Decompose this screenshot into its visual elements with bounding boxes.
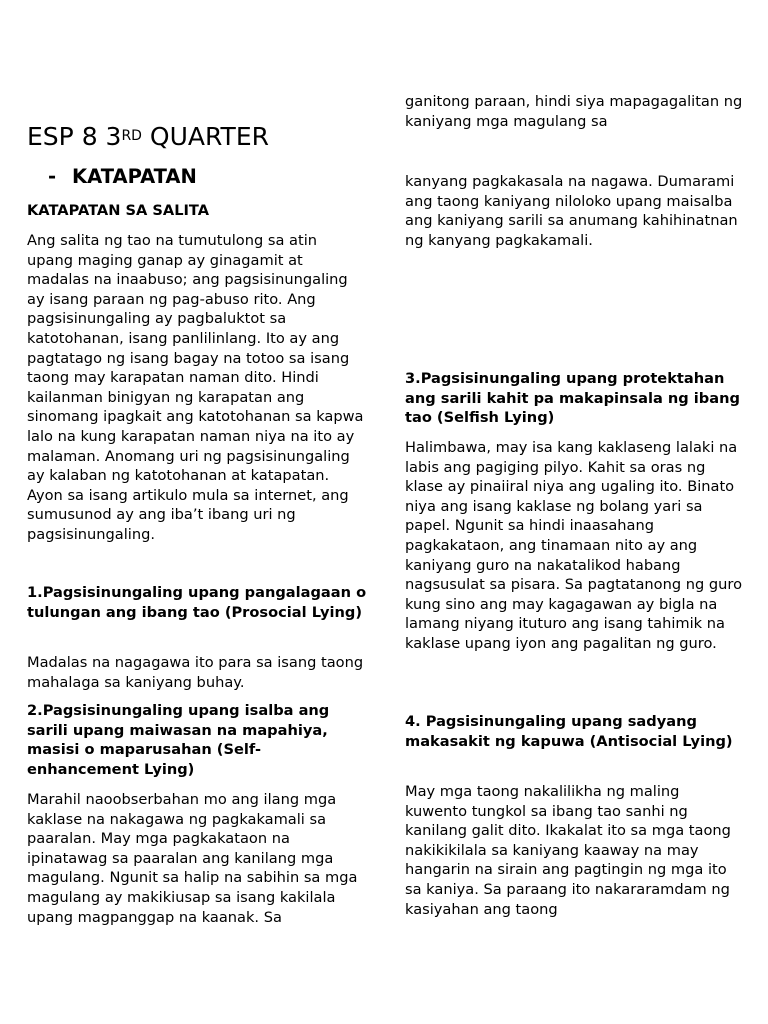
- continuation-paragraph: kanyang pagkakasala na nagawa. Dumarami ang taong kaniyang niloloko upang maisalba ang kaniyang sarili sa anumang kahihinatnan ng kanyang pagkakamali.: [405, 173, 738, 249]
- page-title: [27, 121, 269, 153]
- title-superscript: RD: [121, 128, 142, 144]
- item2-heading: 2.Pagsisinungaling upang isalba ang sarili upang maiwasan na mapahiya, masisi o maparusahan (Self-enhancement Lying): [27, 702, 330, 778]
- item4-heading: 4. Pagsisinungaling upang sadyang makasakit ng kapuwa (Antisocial Lying): [405, 713, 733, 750]
- title-rest: QUARTER: [141, 122, 269, 151]
- item3-heading: 3.Pagsisinungaling upang protektahan ang sarili kahit pa makapinsala ng ibang tao (Selfish Lying): [405, 370, 740, 427]
- intro-paragraph: Ang salita ng tao na tumutulong sa atin upang maging ganap ay ginagamit at madalas na inaabuso; ang pagsisinungaling ay isang paraan ng pag-abuso rito. Ang pagsisinungaling ay pagbaluktot sa katotohanan, isang panlilinlang. Ito ay ang pagtatago ng isang bagay na totoo sa isang taong may karapatan naman dito. Hindi kailanman binigyan ng karapatan ang sinomang ipagkait ang katotohanan sa kapwa lalo na kung karapatan naman niya na ito ay malaman. Anomang uri ng pagsisinungaling ay kalaban ng katotohanan at katapatan. Ayon sa isang artikulo mula sa internet, ang sumusunod ay ang iba’t ibang uri ng pagsisinungaling.: [27, 232, 364, 543]
- item1-body: Madalas na nagagawa ito para sa isang taong mahalaga sa kaniyang buhay.: [27, 654, 364, 691]
- item2-body: Marahil naoobserbahan mo ang ilang mga kaklase na nakagawa ng pagkakamali sa paaralan. May mga pagkakataon na ipinatawag sa paaralan ang kanilang mga magulang. Ngunit sa halip na sabihin sa mga magulang ay makikiusap sa isang kakilala upang magpanggap na kaanak. Sa: [27, 791, 358, 926]
- continuation-top: ganitong paraan, hindi siya mapagagalitan ng kaniyang mga magulang sa: [405, 93, 743, 130]
- subtitle-text: KATAPATAN: [72, 165, 197, 188]
- section-heading: KATAPATAN SA SALITA: [27, 202, 210, 219]
- item4-body: May mga taong nakalilikha ng maling kuwento tungkol sa ibang tao sanhi ng kanilang galit dito. Ikakalat ito sa mga taong nakikikilala sa kaniyang kaaway na may hangarin na sirain ang pagtingin ng mga ito sa kaniya. Sa paraang ito nakararamdam ng kasiyahan ang taong: [405, 783, 731, 918]
- section-title: [48, 164, 197, 190]
- item1-heading: 1.Pagsisinungaling upang pangalagaan o tulungan ang ibang tao (Prosocial Lying): [27, 584, 367, 621]
- title-main: ESP 8 3: [27, 122, 122, 151]
- item3-body: Halimbawa, may isa kang kaklaseng lalaki na labis ang pagiging pilyo. Kahit sa oras ng klase ay pinaiiral niya ang ugaling ito. Binato niya ang isang kaklase ng bolang yari sa papel. Ngunit sa hindi inaasahang pagkakataon, ang tinamaan nito ay ang kaniyang guro na nakatalikod habang nagsusulat sa pisara. Sa pagtatanong ng guro kung sino ang may kagagawan ay bigla na lamang niyang ituturo ang isang tahimik na kaklase upang iyon ang pagalitan ng guro.: [405, 439, 743, 652]
- subtitle-dash: -: [48, 165, 57, 188]
